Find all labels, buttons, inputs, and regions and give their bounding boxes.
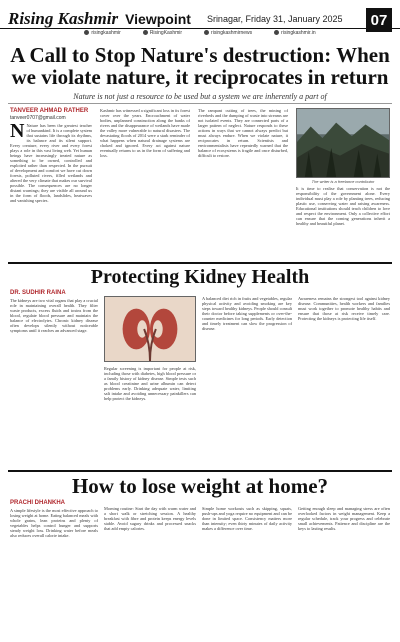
article2-column-1: The kidneys are two vital organs that play a crucial role in maintaining overall health. They filter waste products, excess fluids and toxins from the blood, regulate blood pressure and maintain the balance of electrolytes. Chronic kidney disease often develops silently without noticeable symptoms until it reaches an advanced stage.	[10, 298, 98, 333]
social-item-facebook[interactable]: risingkashmir	[84, 30, 120, 38]
article2-photo	[104, 296, 196, 362]
article3-column-3: Simple home workouts such as skipping, squats, push-ups and yoga require no equipment and can be done in limited space. Consistency matters more than intensity; even thirty minutes of daily activity makes a difference over time.	[202, 506, 292, 531]
globe-icon	[274, 30, 279, 35]
page-number: 07	[366, 8, 392, 32]
article3-byline: PRACHI DHANKHA	[10, 500, 65, 506]
article1-photo-caption: The writer is a freelance contributor	[311, 179, 375, 184]
newspaper-logo: Rising Kashmir	[8, 9, 119, 28]
article2-column-3: A balanced diet rich in fruits and vegetables, regular physical activity and avoiding smoking are key steps toward healthy kidneys. People should consult their doctor before taking supplements or over-the-counter medicines for long periods. Early detection and timely treatment can slow the progression of disease.	[202, 296, 292, 331]
article2-column-2: Regular screening is important for people at risk, including those with diabetes, high blood pressure or a family history of kidney disease. Simple tests such as blood creatinine and urine albumin can detect problems early. Drinking adequate water, limiting salt intake and avoiding unnecessary painkillers can help protect the kidneys.	[104, 366, 196, 401]
x-icon	[143, 30, 148, 35]
social-item-web[interactable]: risingkashmir.in	[274, 30, 315, 38]
article2-headline: Protecting Kidney Health	[90, 266, 310, 288]
article1-photo	[296, 108, 390, 178]
facebook-icon	[84, 30, 89, 35]
article1-headline: A Call to Stop Nature's destruction: When we violate nature, it reciprocates in return	[10, 43, 390, 89]
social-item-x[interactable]: RisingKashmir	[143, 30, 182, 38]
social-item-instagram[interactable]: risingkashmirnews	[204, 30, 252, 38]
section-divider	[8, 262, 392, 264]
article1-column-4: It is time to realise that conservation is not the responsibility of the government alone. Every individual must play a role by planting trees, reducing plastic use, conserving water and raising awareness. Educational institutions should teach children to love and respect the environment. Only a collective effort can ensure that the coming generations inherit a healthy and beautiful planet.	[296, 186, 390, 226]
section-title: Viewpoint	[125, 11, 191, 27]
article1-subtitle: Nature is not just a resource to be used but a system we are inherently a part of	[73, 92, 327, 101]
issue-date: Srinagar, Friday 31, January 2025	[206, 14, 343, 24]
kidney-illustration-image	[105, 297, 195, 361]
article3-column-4: Getting enough sleep and managing stress are often overlooked factors in weight management. Keep a regular schedule, track your progress and celebrate small achievements. Patience and discipline are the keys to lasting results.	[298, 506, 390, 531]
article3-column-2: Morning routine: Start the day with warm water and a short walk or stretching session. A healthy breakfast with fibre and protein keeps energy levels stable. Avoid sugary drinks and processed snacks that add empty calories.	[104, 506, 196, 531]
instagram-icon	[204, 30, 209, 35]
article2-byline: DR. SUDHIR RAINA	[10, 290, 66, 296]
section-divider	[8, 470, 392, 472]
article2-column-4: Awareness remains the strongest tool against kidney disease. Communities, health workers and families must work together to promote healthy habits and ensure that those at risk receive timely care. Protecting the kidneys is protecting life itself.	[298, 296, 390, 321]
article1-column-2: Kashmir has witnessed a significant loss in its forest cover over the years. Encroachment of water bodies, unplanned construction along the banks of rivers and the disappearance of wetlands have made the valley more vulnerable to natural disasters. The devastating floods of 2014 were a stark reminder of what happens when natural drainage systems are choked and ignored. Every act against nature eventually returns to us in the form of suffering and loss.	[100, 108, 190, 158]
article1-column-1: N Nature has been the greatest teacher of humankind. It is a complete system that sustains life through its rhythms, its balance and its silent support. Every creature, every river and every forest plays a role in this vast living web. Yet human beings have increasingly treated nature as something to be owned, controlled and exploited rather than respected. In the pursuit of development and comfort we have cut down forests, polluted rivers, filled wetlands and altered the very climate that makes our survival possible. The consequences are no longer distant warnings; they are visible all around us in the form of floods, landslides, heatwaves and vanishing species.	[10, 123, 92, 203]
article1-byline: TANVEER AHMAD RATHER	[10, 108, 89, 114]
divider	[8, 103, 392, 104]
article1-email: tanveer0707@gmail.com	[10, 115, 66, 121]
article3-column-1: A simple lifestyle is the most effective approach to losing weight at home. Eating balanced meals with whole grains, lean proteins and plenty of vegetables helps control hunger and supports steady weight loss. Drinking water before meals also reduces overall calorie intake.	[10, 508, 98, 538]
forest-landscape-image	[297, 109, 389, 177]
social-bar	[0, 28, 400, 38]
article1-column-3: The rampant cutting of trees, the mining of riverbeds and the dumping of waste into streams are not isolated events. They are connected parts of a larger pattern of neglect. Nature responds to these actions in ways that we cannot always predict but must always endure. When we violate nature, it reciprocates in return. Scientists and environmentalists have repeatedly warned that the balance of ecosystems is fragile and once disturbed, difficult to restore.	[198, 108, 288, 158]
article3-headline: How to lose weight at home?	[71, 474, 329, 498]
